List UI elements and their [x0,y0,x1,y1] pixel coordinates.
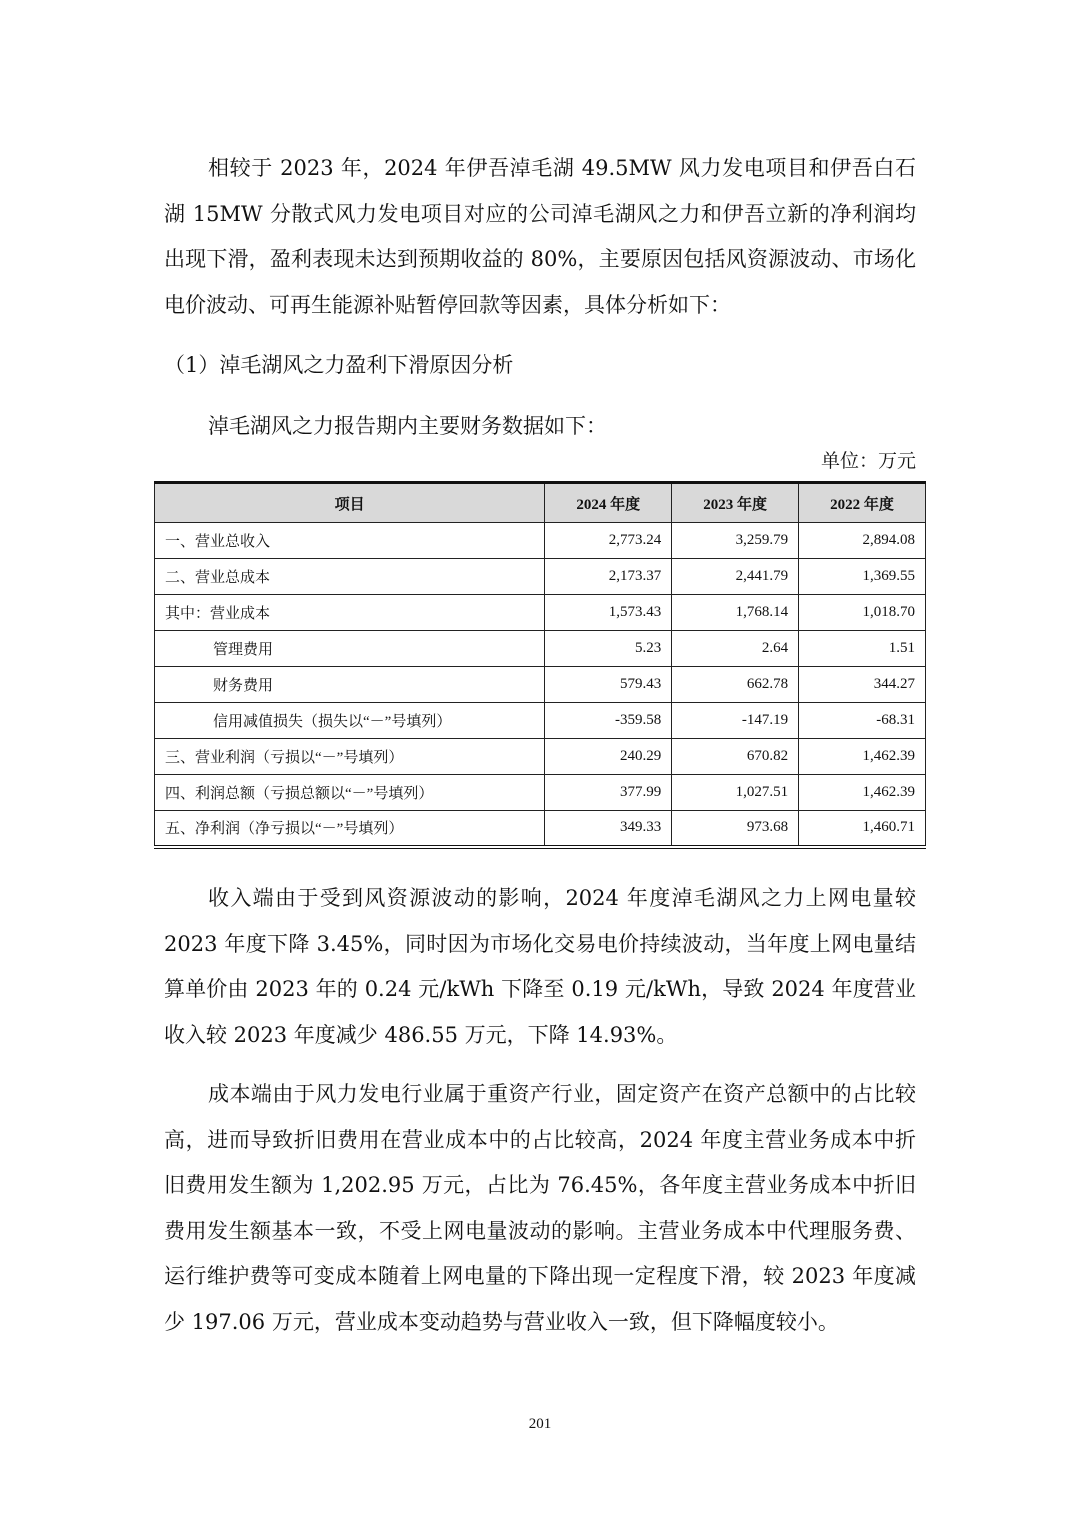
value-2023: 1,027.51 [672,775,799,811]
table-row [155,631,926,667]
value-2023: 670.82 [672,739,799,775]
paragraph-cost-analysis: 成本端由于风力发电行业属于重资产行业，固定资产在资产总额中的占比较高，进而导致折旧费用在营业成本中的占比较高，2024 年度主营业务成本中折旧费用发生额为 1,202.95 万元，占比为 76.45%，各年度主营业务成本中折旧费用发生额基本一致，不受上网电量波动的影响。主营业务成本中代理服务费、运行维护费等可变成本随着上网电量的下降出现一定程度下滑，较 2023 年度减少 197.06 万元，营业成本变动趋势与营业收入一致，但下降幅度较小。 [164,1082,916,1334]
value-2023: 662.78 [672,667,799,703]
row-label: 管理费用 [155,631,545,667]
value-2022: -68.31 [799,703,926,739]
value-2023: 1,768.14 [672,595,799,631]
row-label: 财务费用 [155,667,545,703]
value-2022: 1,462.39 [799,775,926,811]
row-label: 一、营业总收入 [155,523,545,559]
paragraph-summary: 相较于 2023 年，2024 年伊吾淖毛湖 49.5MW 风力发电项目和伊吾白石湖 15MW 分散式风力发电项目对应的公司淖毛湖风之力和伊吾立新的净利润均出现下滑，盈利表现未达到预期收益的 80%，主要原因包括风资源波动、市场化电价波动、可再生能源补贴暂停回款等因素，具体分析如下： [164,156,916,317]
value-2024: 579.43 [545,667,672,703]
header-2024: 2024 年度 [545,483,672,523]
header-2022: 2022 年度 [799,483,926,523]
value-2024: 2,773.24 [545,523,672,559]
header-2023: 2023 年度 [672,483,799,523]
value-2024: 2,173.37 [545,559,672,595]
row-label: 二、营业总成本 [155,559,545,595]
section-heading: （1）淖毛湖风之力盈利下滑原因分析 [164,353,514,377]
table-row [155,703,926,739]
value-2023: 973.68 [672,811,799,847]
value-2022: 1,460.71 [799,811,926,847]
page-number: 201 [528,1416,552,1432]
value-2024: 5.23 [545,631,672,667]
table-intro: 淖毛湖风之力报告期内主要财务数据如下： [208,414,607,438]
value-2023: 2,441.79 [672,559,799,595]
value-2023: 2.64 [672,631,799,667]
financial-table [154,481,926,849]
row-label: 三、营业利润（亏损以“－”号填列） [155,739,545,775]
paragraph-revenue-analysis: 收入端由于受到风资源波动的影响，2024 年度淖毛湖风之力上网电量较 2023 年度下降 3.45%，同时因为市场化交易电价持续波动，当年度上网电量结算单价由 2023 年的 0.24 元/kWh 下降至 0.19 元/kWh，导致 2024 年度营业收入较 2023 年度减少 486.55 万元，下降 14.93%。 [164,886,916,1047]
value-2024: 240.29 [545,739,672,775]
table-row [155,775,926,811]
table-unit: 单位：万元 [820,450,916,472]
value-2023: 3,259.79 [672,523,799,559]
value-2024: 377.99 [545,775,672,811]
value-2022: 2,894.08 [799,523,926,559]
value-2023: -147.19 [672,703,799,739]
table-row [155,739,926,775]
value-2024: 1,573.43 [545,595,672,631]
value-2022: 1,462.39 [799,739,926,775]
table-row [155,523,926,559]
row-label: 五、净利润（净亏损以“－”号填列） [155,811,545,847]
row-label: 信用减值损失（损失以“－”号填列） [155,703,545,739]
table-row [155,595,926,631]
table-row [155,811,926,847]
value-2024: 349.33 [545,811,672,847]
value-2024: -359.58 [545,703,672,739]
row-label: 其中：营业成本 [155,595,545,631]
value-2022: 1.51 [799,631,926,667]
row-label: 四、利润总额（亏损总额以“－”号填列） [155,775,545,811]
value-2022: 344.27 [799,667,926,703]
value-2022: 1,018.70 [799,595,926,631]
table-row [155,667,926,703]
table-row [155,559,926,595]
table-header-row [155,483,926,523]
value-2022: 1,369.55 [799,559,926,595]
header-item: 项目 [155,483,545,523]
